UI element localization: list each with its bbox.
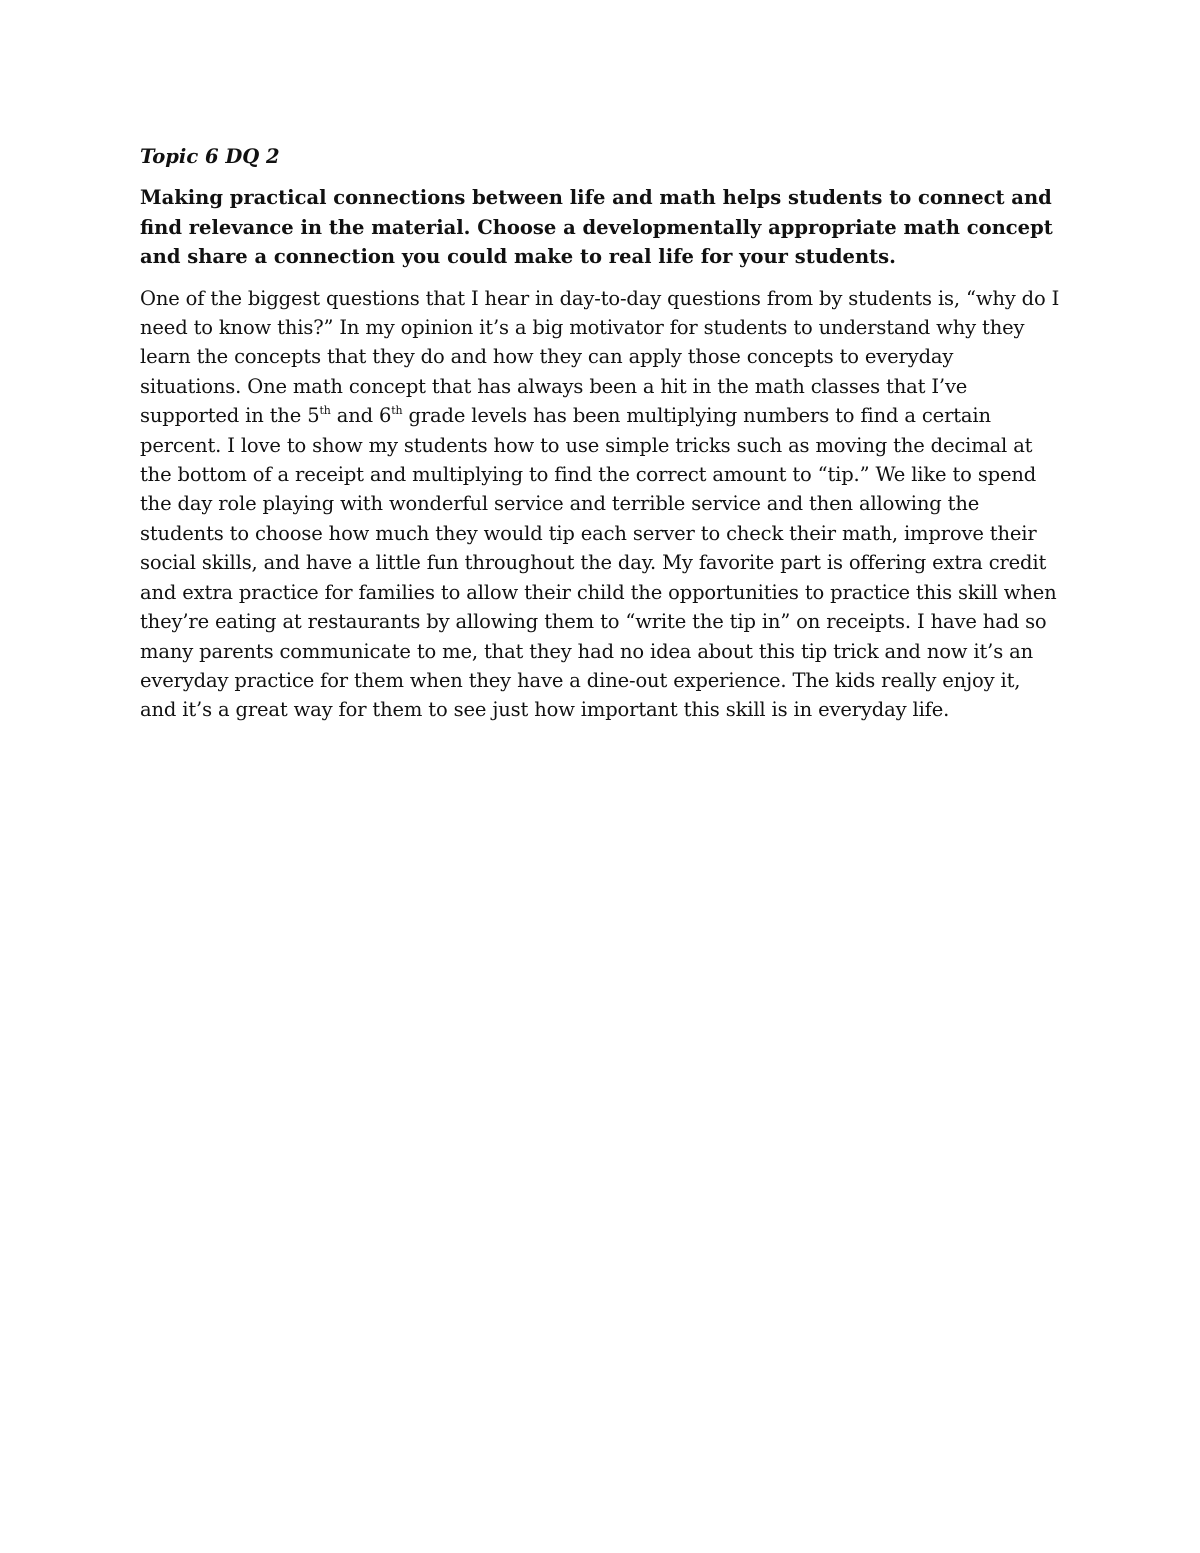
ordinal-suffix-2: th [391,404,403,418]
response-text-part-1: One of the biggest questions that I hear in day-to-day questions from by students is, “why do I need to know this?” In my opinion it’s a big motivator for students to understand why they learn the concepts that they do and how they can apply those concepts to everyday situations. One math concept that has always been a hit in the math classes that I’ve supported in the 5 [140,286,1060,428]
response-paragraph [140,284,1060,725]
response-text-part-2: and 6 [330,404,392,428]
discussion-prompt: Making practical connections between life and math helps students to connect and find relevance in the material. Choose a developmentally appropriate math concept and share a connection you could make to real life for your students. [140,186,1053,269]
ordinal-suffix-1: th [319,404,331,418]
document-title: Topic 6 DQ 2 [140,145,280,168]
response-text-part-3: grade levels has been multiplying numbers to find a certain percent. I love to show my students how to use simple tricks such as moving the decimal at the bottom of a receipt and multiplying to find the correct amount to “tip.” We like to spend the day role playing with wonderful service and terrible service and then allowing the students to choose how much they would tip each server to check their math, improve their social skills, and have a little fun throughout the day. My favorite part is offering extra credit and extra practice for families to allow their child the opportunities to practice this skill when they’re eating at restaurants by allowing them to “write the tip in” on receipts. I have had so many parents communicate to me, that they had no idea about this tip trick and now it’s an everyday practice for them when they have a dine-out experience. The kids really enjoy it, and it’s a great way for them to see just how important this skill is in everyday life. [140,404,1057,722]
document-content [140,142,1060,725]
